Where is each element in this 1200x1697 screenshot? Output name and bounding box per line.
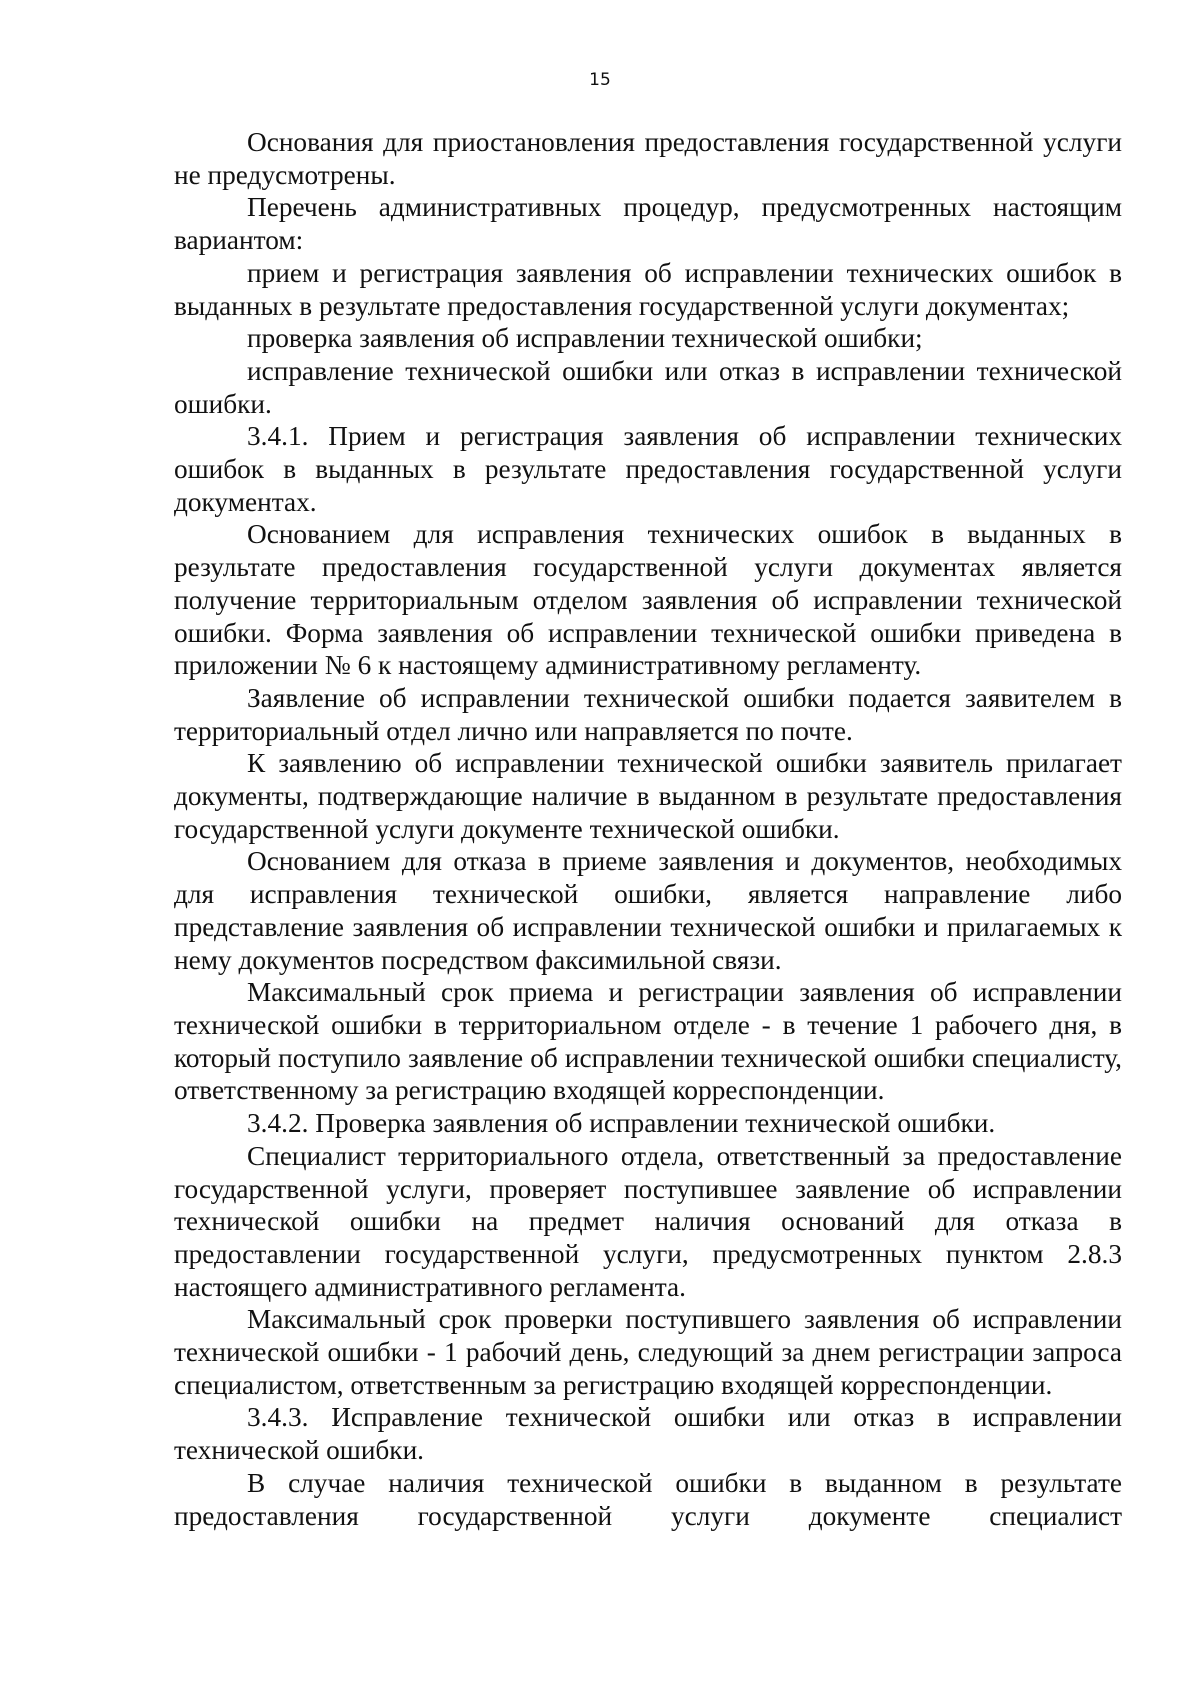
paragraph: Перечень административных процедур, предусмотренных настоящим вариантом: — [174, 192, 1122, 256]
paragraph: Максимальный срок проверки поступившего заявления об исправлении технической ошибки - 1 рабочий день, следующий за днем регистрации запроса специалистом, ответственным за регистрацию входящей корреспонденции. — [174, 1304, 1122, 1400]
section-heading: 3.4.2. Проверка заявления об исправлении технической ошибки. — [247, 1108, 996, 1139]
paragraph: Специалист территориального отдела, ответственный за предоставление государственной услуги, проверяет поступившее заявление об исправлении технической ошибки на предмет наличия оснований для отказа в предоставлении государственной услуги, предусмотренных пунктом 2.8.3 настоящего административного регламента. — [174, 1140, 1122, 1302]
list-item: исправление технической ошибки или отказ в исправлении технической ошибки. — [174, 355, 1122, 419]
paragraph: Максимальный срок приема и регистрации заявления об исправлении технической ошибки в территориальном отделе - в течение 1 рабочего дня, в который поступило заявление об исправлении технической ошибки специалисту, ответственному за регистрацию входящей корреспонденции. — [174, 977, 1122, 1106]
list-item: прием и регистрация заявления об исправлении технических ошибок в выданных в результате предоставления государственной услуги документах; — [174, 257, 1122, 321]
paragraph: Основанием для исправления технических ошибок в выданных в результате предоставления государственной услуги документах является получение территориальным отделом заявления об исправлении технической ошибки. Форма заявления об исправлении технической ошибки приведена в приложении № 6 к настоящему административному регламенту. — [174, 519, 1122, 681]
paragraph: В случае наличия технической ошибки в выданном в результате предоставления государственной услуги документе специалист — [174, 1467, 1122, 1531]
list-item: проверка заявления об исправлении технической ошибки; — [247, 323, 923, 354]
paragraph: Основанием для отказа в приеме заявления и документов, необходимых для исправления технической ошибки, является направление либо представление заявления об исправлении технической ошибки и прилагаемых к нему документов посредством факсимильной связи. — [174, 846, 1122, 975]
paragraph: Основания для приостановления предоставления государственной услуги не предусмотрены. — [174, 127, 1122, 190]
paragraph: Заявление об исправлении технической ошибки подается заявителем в территориальный отдел лично или направляется по почте. — [174, 682, 1122, 746]
section-heading: 3.4.1. Прием и регистрация заявления об исправлении технических ошибок в выданных в результате предоставления государственной услуги документах. — [174, 421, 1122, 517]
document-body — [174, 126, 1122, 1532]
paragraph: К заявлению об исправлении технической ошибки заявитель прилагает документы, подтверждающие наличие в выданном в результате предоставления государственной услуги документе технической ошибки. — [174, 748, 1122, 844]
page-number: 15 — [589, 70, 611, 90]
section-heading: 3.4.3. Исправление технической ошибки или отказ в исправлении технической ошибки. — [174, 1402, 1122, 1466]
